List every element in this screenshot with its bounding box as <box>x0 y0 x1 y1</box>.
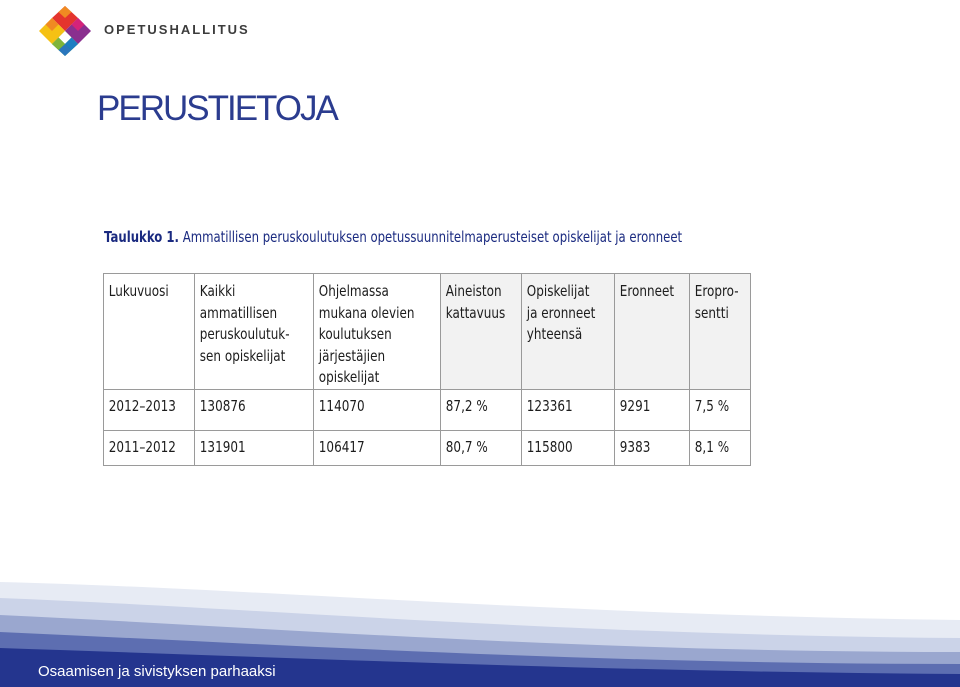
table-row <box>104 430 751 465</box>
table-cell: 130876 <box>194 389 313 430</box>
page-title: PERUSTIETOJA <box>97 89 337 128</box>
table-cell: 2011–2012 <box>104 430 195 465</box>
table-caption <box>104 228 682 246</box>
table-cell: 131901 <box>194 430 313 465</box>
header-cell: Kaikki ammatillisen peruskoulutuk- sen opiskelijat <box>194 274 313 390</box>
header-cell: Lukuvuosi <box>104 274 195 390</box>
table-cell: 2012–2013 <box>104 389 195 430</box>
table-caption-text: Ammatillisen peruskoulutuksen opetussuunnitelmaperusteiset opiskelijat ja eronneet <box>182 228 683 246</box>
header-cell: Aineiston kattavuus <box>440 274 521 390</box>
table-cell: 123361 <box>521 389 614 430</box>
table-header-row <box>104 274 751 390</box>
brand-name: OPETUSHALLITUS <box>104 22 250 37</box>
table-caption-label: Taulukko 1. <box>104 228 179 246</box>
header-cell: Ohjelmassa mukana olevien koulutuksen järjestäjien opiskelijat <box>314 274 441 390</box>
table-cell: 115800 <box>521 430 614 465</box>
header-cell: Opiskelijat ja eronneet yhteensä <box>521 274 614 390</box>
data-table <box>103 273 751 466</box>
table-row <box>104 389 751 430</box>
footer-tagline: Osaamisen ja sivistyksen parhaaksi <box>38 663 276 680</box>
table-cell: 80,7 % <box>440 430 521 465</box>
header-cell: Eronneet <box>614 274 689 390</box>
table-cell: 9383 <box>614 430 689 465</box>
table-cell: 7,5 % <box>689 389 751 430</box>
table-cell: 9291 <box>614 389 689 430</box>
table-cell: 106417 <box>314 430 441 465</box>
table-cell: 87,2 % <box>440 389 521 430</box>
table-cell: 8,1 % <box>689 430 751 465</box>
table-cell: 114070 <box>314 389 441 430</box>
header-cell: Eropro- sentti <box>689 274 751 390</box>
opetushallitus-logo-icon <box>38 5 92 57</box>
